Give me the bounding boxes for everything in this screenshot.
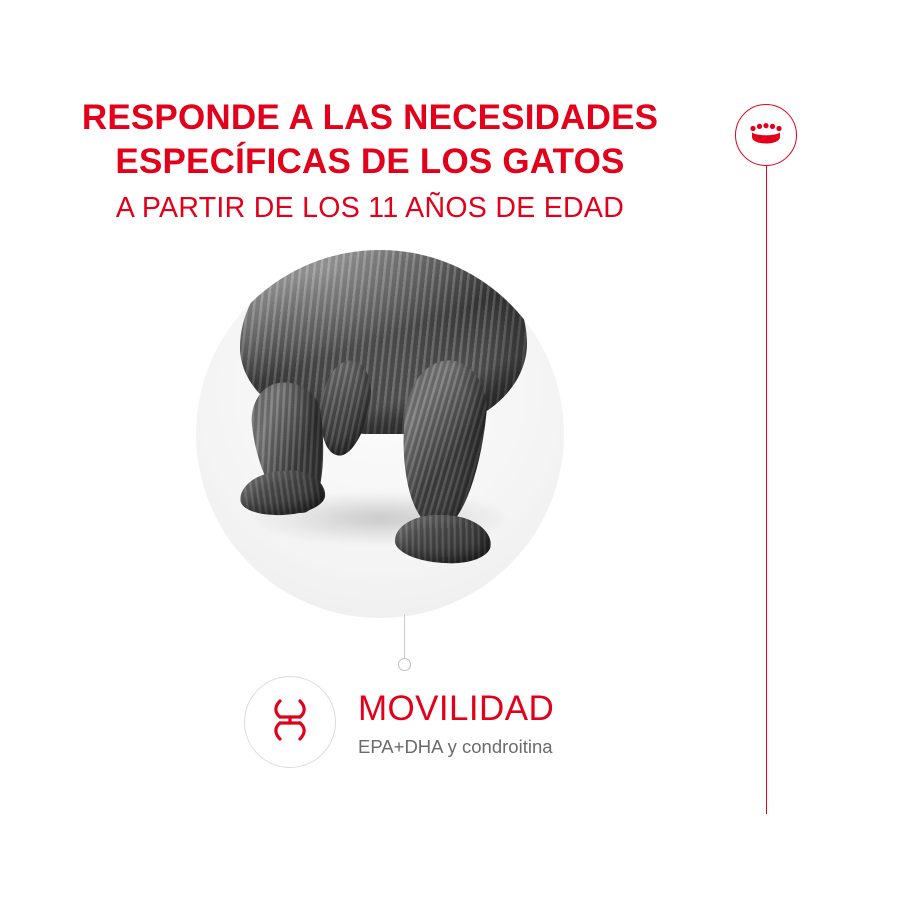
benefit-subtitle: EPA+DHA y condroitina bbox=[358, 735, 553, 757]
cat-illustration bbox=[196, 250, 564, 618]
benefit-icon-circle bbox=[244, 676, 336, 768]
cat-right-paw bbox=[394, 512, 492, 565]
headline-block bbox=[60, 96, 680, 228]
headline-line-1: RESPONDE A LAS NECESIDADES bbox=[81, 98, 659, 137]
connector-dot bbox=[398, 658, 411, 671]
benefit-text bbox=[358, 687, 554, 758]
joint-mobility-icon bbox=[268, 696, 312, 749]
connector-line bbox=[404, 614, 405, 662]
vertical-red-rule bbox=[766, 166, 767, 814]
benefit-block bbox=[244, 676, 554, 768]
brand-crown-badge bbox=[735, 104, 797, 166]
cat-photo-circle bbox=[196, 250, 564, 618]
headline-line-2: ESPECÍFICAS DE LOS GATOS bbox=[115, 142, 625, 181]
crown-icon bbox=[749, 123, 783, 147]
benefit-title: MOVILIDAD bbox=[358, 688, 555, 728]
headline-line-3: A PARTIR DE LOS 11 AÑOS DE EDAD bbox=[115, 192, 625, 224]
